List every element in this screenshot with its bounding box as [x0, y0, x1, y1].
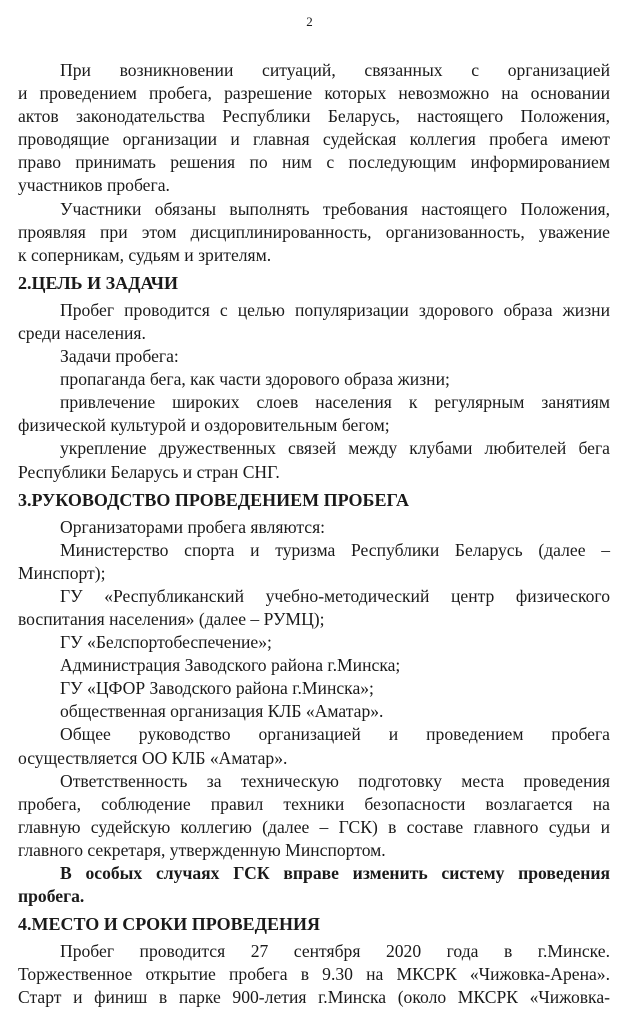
paragraph-line: укрепление дружественных связей между клубами любителей бега [60, 438, 610, 459]
paragraph-line: Пробег проводится с целью популяризации здорового образа жизни [60, 299, 610, 320]
section-3-bold-note [18, 862, 610, 908]
section-3-body [18, 516, 610, 862]
paragraph-line: актов законодательства Республики Беларусь, настоящего Положения, [18, 106, 610, 127]
paragraph-line: проявляя при этом дисциплинированность, организованность, уважение [18, 221, 610, 242]
paragraph-line: Минспорт); [18, 562, 106, 583]
paragraph-line: участников пробега. [18, 175, 170, 196]
paragraph-line: и проведением пробега, разрешение которых невозможно на основании [18, 83, 610, 104]
page-number: 2 [306, 14, 313, 29]
paragraph-line: В особых случаях ГСК вправе изменить систему проведения [60, 863, 610, 883]
paragraph-line: Общее руководство организацией и проведением пробега [60, 724, 610, 745]
paragraph-line: пробега. [18, 886, 85, 907]
paragraph-line: ГУ «Республиканский учебно-методический центр физического [60, 585, 610, 606]
paragraph-line: Министерство спорта и туризма Республики Беларусь (далее – [60, 539, 610, 560]
paragraph-line: При возникновении ситуаций, связанных с организацией [60, 60, 610, 80]
paragraph-line: право принимать решения по ним с последующим информированием [18, 152, 610, 173]
document-body [18, 59, 610, 1009]
paragraph-line: Пробег проводится 27 сентября 2020 года в г.Минске. [60, 941, 610, 962]
section-2-heading: 2.ЦЕЛЬ И ЗАДАЧИ [18, 272, 178, 293]
paragraph-line: главного секретаря, утвержденную Минспортом. [18, 839, 386, 860]
paragraph-line: среди населения. [18, 322, 146, 343]
paragraph-line: пробега, соблюдение правил техники безопасности возлагается на [18, 793, 610, 814]
section-3-heading: 3.РУКОВОДСТВО ПРОВЕДЕНИЕМ ПРОБЕГА [18, 489, 409, 510]
paragraph-line: Задачи пробега: [60, 346, 179, 367]
intro-section [18, 59, 610, 267]
paragraph-line: осуществляется ОО КЛБ «Аматар». [18, 747, 288, 768]
paragraph-line: проводящие организации и главная судейская коллегия пробега имеют [18, 129, 610, 150]
paragraph-line: Участники обязаны выполнять требования настоящего Положения, [60, 198, 610, 219]
section-4-heading: 4.МЕСТО И СРОКИ ПРОВЕДЕНИЯ [18, 914, 321, 935]
section-4-body [18, 940, 610, 1009]
paragraph-line: Администрация Заводского района г.Минска; [60, 655, 401, 676]
paragraph-line: пропаганда бега, как части здорового образа жизни; [60, 369, 450, 390]
paragraph-line: главную судейскую коллегию (далее – ГСК) в составе главного судьи и [18, 816, 610, 837]
paragraph-line: общественная организация КЛБ «Аматар». [60, 701, 384, 722]
paragraph-line: Торжественное открытие пробега в 9.30 на МКСРК «Чижовка-Арена». [18, 964, 610, 985]
paragraph-line: ГУ «ЦФОР Заводского района г.Минска»; [60, 678, 374, 699]
paragraph-line: привлечение широких слоев населения к регулярным занятиям [60, 392, 610, 413]
paragraph-line: ГУ «Белспортобеспечение»; [60, 632, 272, 653]
paragraph-line: Старт и финиш в парке 900-летия г.Минска (около МКСРК «Чижовка- [18, 987, 610, 1008]
paragraph-line: воспитания населения» (далее – РУМЦ); [18, 608, 325, 629]
paragraph-line: Ответственность за техническую подготовку места проведения [60, 770, 610, 791]
paragraph-line: физической культурой и оздоровительным бегом; [18, 415, 390, 436]
paragraph-line: к соперникам, судьям и зрителям. [18, 244, 272, 265]
section-2-body [18, 299, 610, 484]
paragraph-line: Республики Беларусь и стран СНГ. [18, 461, 280, 482]
paragraph-line: Организаторами пробега являются: [60, 516, 326, 537]
